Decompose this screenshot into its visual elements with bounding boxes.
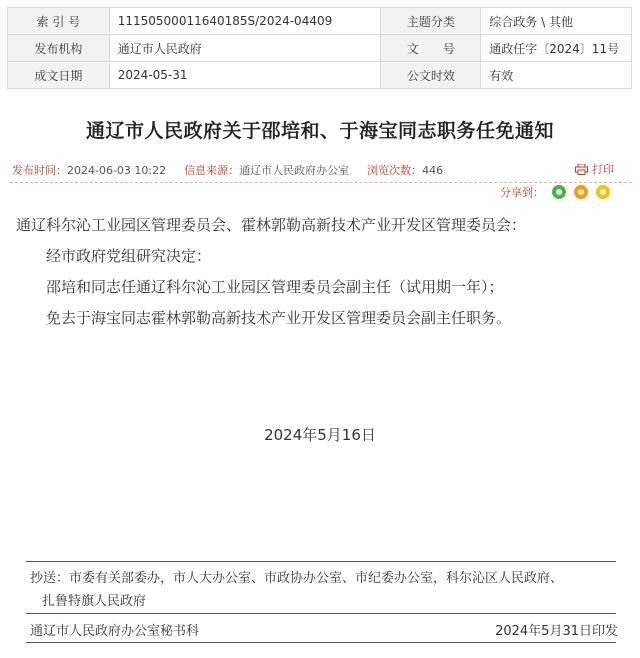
- issuing-office: 通辽市人民政府办公室秘书科: [30, 624, 200, 639]
- footer-top-rule: [26, 613, 616, 614]
- issuer-label: 发布机构: [8, 35, 110, 62]
- cc-top-rule: [26, 561, 616, 562]
- issuer-value: 通辽市人民政府: [109, 35, 381, 62]
- metadata-row: [8, 62, 632, 89]
- validity-label: 公文时效: [381, 62, 481, 89]
- category-label: 主题分类: [381, 8, 481, 35]
- weibo-icon[interactable]: [574, 185, 588, 199]
- qzone-icon[interactable]: [596, 185, 610, 199]
- validity-value: 有效: [481, 62, 632, 89]
- cc-list: [30, 567, 630, 613]
- metadata-row: [8, 35, 632, 62]
- docno-value: 通政任字〔2024〕11号: [481, 35, 632, 62]
- body-paragraph: 免去于海宝同志霍林郭勒高新技术产业开发区管理委员会副主任职务。: [46, 309, 512, 327]
- addressee: 通辽科尔沁工业园区管理委员会、霍林郭勒高新技术产业开发区管理委员会：: [16, 216, 527, 234]
- document-body: [16, 210, 626, 334]
- metadata-table: [7, 7, 632, 89]
- date-value: 2024-05-31: [109, 62, 381, 89]
- share-bar: [500, 184, 610, 200]
- printer-icon: [575, 164, 588, 175]
- pub-time-value: 2024-06-03 10:22: [67, 164, 167, 177]
- docno-label: 文 号: [381, 35, 481, 62]
- info-divider: [10, 182, 632, 183]
- cc-line: 扎鲁特旗人民政府: [42, 594, 147, 609]
- print-date: 2024年5月31日印发: [495, 624, 618, 639]
- date-label: 成文日期: [8, 62, 110, 89]
- wechat-icon[interactable]: [552, 185, 566, 199]
- source-value: 通辽市人民政府办公室: [239, 164, 350, 177]
- cc-line: 抄送：市委有关部委办，市人大办公室、市政协办公室、市纪委办公室，科尔沁区人民政府、: [30, 571, 564, 586]
- signature-date: 2024年5月16日: [264, 426, 376, 444]
- category-value: 综合政务 \ 其他: [481, 8, 632, 35]
- article-info: [12, 162, 443, 178]
- metadata-row: [8, 8, 632, 35]
- footer-bottom-rule: [26, 642, 616, 643]
- index-value: 11150500011640185S/2024-04409: [109, 8, 381, 35]
- body-paragraph: 邵培和同志任通辽科尔沁工业园区管理委员会副主任（试用期一年）；: [46, 278, 504, 296]
- views-value: 446: [422, 164, 444, 177]
- pub-time-label: 发布时间：: [12, 164, 67, 177]
- page-title: 通辽市人民政府关于邵培和、于海宝同志职务任免通知: [85, 120, 554, 142]
- print-label: 打印: [592, 163, 614, 176]
- views-label: 浏览次数：: [367, 164, 423, 177]
- print-button[interactable]: [575, 161, 614, 177]
- body-paragraph: 经市政府党组研究决定：: [46, 247, 212, 265]
- index-label: 索 引 号: [8, 8, 110, 35]
- source-label: 信息来源：: [184, 164, 240, 177]
- share-label: 分享到：: [500, 186, 544, 199]
